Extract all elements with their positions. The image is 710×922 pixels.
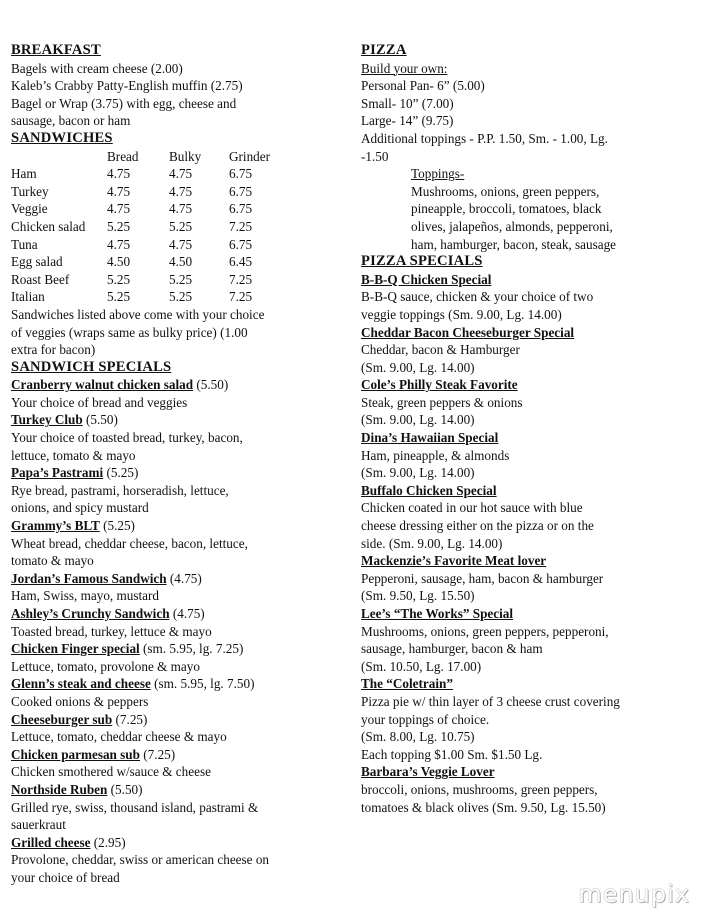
sandwich-column-header xyxy=(11,148,107,166)
sandwich-special-name: Cranberry walnut chicken salad xyxy=(11,377,194,393)
sandwich-specials-heading: SANDWICH SPECIALS xyxy=(11,358,172,375)
sandwich-price: 4.75 xyxy=(169,166,193,182)
sandwich-name: Tuna xyxy=(11,236,38,252)
sandwich-special-price: (4.75) xyxy=(169,606,205,621)
pizza-special-name: Cole’s Philly Steak Favorite xyxy=(361,377,518,393)
sandwich-row xyxy=(11,183,289,201)
sandwich-special-title-line xyxy=(11,517,346,535)
sandwich-special-name: Jordan’s Famous Sandwich xyxy=(11,570,167,586)
sandwich-special-name: Cheeseburger sub xyxy=(11,711,113,727)
pizza-special-name: Buffalo Chicken Special xyxy=(361,482,497,498)
sandwich-special-description: Grilled rye, swiss, thousand island, pastrami & xyxy=(11,799,259,815)
sandwich-price: 4.50 xyxy=(107,254,131,270)
sandwich-special-description: sauerkraut xyxy=(11,817,66,833)
sandwich-column-header: Grinder xyxy=(229,148,271,164)
sandwich-price: 6.75 xyxy=(229,183,253,199)
sandwich-price: 5.25 xyxy=(107,289,131,305)
pizza-specials-heading: PIZZA SPECIALS xyxy=(361,253,483,270)
pizza-special-name: Dina’s Hawaiian Special xyxy=(361,430,499,446)
pizza-special-name: The “Coletrain” xyxy=(361,676,453,692)
pizza-specials-list xyxy=(361,271,691,816)
sandwich-name: Roast Beef xyxy=(11,271,70,287)
sandwich-special-name: Grilled cheese xyxy=(11,834,91,850)
sandwich-special-description: Lettuce, tomato, provolone & mayo xyxy=(11,658,200,674)
pizza-special-description: broccoli, onions, mushrooms, green peppers, xyxy=(361,781,598,797)
breakfast-heading: BREAKFAST xyxy=(11,42,101,58)
sandwich-special-title-line xyxy=(11,640,346,658)
pizza-special-name: Cheddar Bacon Cheeseburger Special xyxy=(361,324,575,340)
pizza-special-description: B-B-Q sauce, chicken & your choice of two xyxy=(361,289,594,305)
pizza-size-line: Personal Pan- 6” (5.00) xyxy=(361,78,485,94)
sandwich-special-price: (5.50) xyxy=(82,412,118,428)
pizza-special-description: (Sm. 9.00, Lg. 14.00) xyxy=(361,465,475,481)
pizza-special-description: Chicken coated in our hot sauce with blue xyxy=(361,500,583,516)
sandwich-price: 4.75 xyxy=(107,201,131,217)
pizza-special-description: Each topping $1.00 Sm. $1.50 Lg. xyxy=(361,746,543,762)
sandwich-row xyxy=(11,165,289,183)
sandwich-special-price: (2.95) xyxy=(90,834,126,850)
sandwich-specials-list xyxy=(11,376,346,886)
sandwich-row xyxy=(11,288,289,306)
sandwich-row xyxy=(11,236,289,254)
sandwich-price-table xyxy=(11,148,289,306)
sandwich-price: 4.75 xyxy=(107,183,131,199)
sandwich-row xyxy=(11,271,289,289)
sandwich-price: 5.25 xyxy=(169,271,193,287)
pizza-special-description: (Sm. 10.50, Lg. 17.00) xyxy=(361,658,482,674)
sandwich-row xyxy=(11,200,289,218)
sandwich-table-header xyxy=(11,148,289,166)
toppings-label: Toppings- xyxy=(411,166,465,182)
breakfast-line: Bagel or Wrap (3.75) with egg, cheese and xyxy=(11,95,237,111)
breakfast-line: sausage, bacon or ham xyxy=(11,113,131,129)
pizza-special-description: Ham, pineapple, & almonds xyxy=(361,447,510,463)
sandwich-special-price: (7.25) xyxy=(112,711,148,727)
sandwich-price: 4.75 xyxy=(107,166,131,182)
pizza-special-description: Mushrooms, onions, green peppers, pepperoni, xyxy=(361,623,609,639)
sandwich-column-header: Bread xyxy=(107,148,139,164)
sandwich-price: 4.75 xyxy=(107,236,131,252)
sandwich-special-description: Wheat bread, cheddar cheese, bacon, lettuce, xyxy=(11,535,248,551)
sandwich-note-line: of veggies (wraps same as bulky price) (1.00 xyxy=(11,324,248,340)
pizza-special-description: sausage, hamburger, bacon & ham xyxy=(361,641,543,657)
sandwich-special-price: (sm. 5.95, lg. 7.50) xyxy=(150,676,255,692)
pizza-special-description: side. (Sm. 9.00, Lg. 14.00) xyxy=(361,535,503,551)
sandwich-special-price: (sm. 5.95, lg. 7.25) xyxy=(139,641,244,657)
menupix-watermark: menupix xyxy=(578,880,690,908)
sandwich-special-title-line xyxy=(11,711,346,729)
sandwich-price: 5.25 xyxy=(169,218,193,234)
sandwich-price: 5.25 xyxy=(169,289,193,305)
sandwich-special-description: Toasted bread, turkey, lettuce & mayo xyxy=(11,623,212,639)
sandwich-special-name: Ashley’s Crunchy Sandwich xyxy=(11,606,170,621)
sandwich-special-name: Northside Ruben xyxy=(11,781,108,797)
sandwich-special-description: Your choice of bread and veggies xyxy=(11,394,188,410)
toppings-list xyxy=(361,183,691,253)
sandwich-note-line: extra for bacon) xyxy=(11,342,96,358)
sandwich-special-description: Ham, Swiss, mayo, mustard xyxy=(11,588,159,604)
sandwich-price: 5.25 xyxy=(107,271,131,287)
pizza-special-description: veggie toppings (Sm. 9.00, Lg. 14.00) xyxy=(361,306,562,322)
sandwich-special-title-line xyxy=(11,464,346,482)
sandwich-special-name: Turkey Club xyxy=(11,412,83,428)
breakfast-line: Bagels with cream cheese (2.00) xyxy=(11,60,183,76)
sandwich-name: Egg salad xyxy=(11,254,63,270)
pizza-special-description: (Sm. 8.00, Lg. 10.75) xyxy=(361,729,475,745)
sandwich-special-price: (4.75) xyxy=(166,570,202,586)
breakfast-line: Kaleb’s Crabby Patty-English muffin (2.75) xyxy=(11,78,243,94)
pizza-special-description: Cheddar, bacon & Hamburger xyxy=(361,342,520,358)
pizza-size-line: -1.50 xyxy=(361,148,389,164)
left-column xyxy=(11,42,346,887)
sandwich-special-price: (5.25) xyxy=(103,465,139,481)
pizza-heading: PIZZA xyxy=(361,42,407,58)
sandwich-row xyxy=(11,218,289,236)
pizza-special-description: (Sm. 9.00, Lg. 14.00) xyxy=(361,412,475,428)
pizza-size-list xyxy=(361,77,691,165)
sandwich-special-description: Cooked onions & peppers xyxy=(11,693,149,709)
sandwich-column-header: Bulky xyxy=(169,148,202,164)
pizza-special-name: Barbara’s Veggie Lover xyxy=(361,764,495,780)
sandwich-special-description: tomato & mayo xyxy=(11,553,94,569)
topping-line: pineapple, broccoli, tomatoes, black xyxy=(411,201,602,217)
sandwich-name: Turkey xyxy=(11,183,49,199)
pizza-special-description: (Sm. 9.50, Lg. 15.50) xyxy=(361,588,475,604)
sandwich-special-price: (5.25) xyxy=(99,518,135,534)
sandwich-special-title-line xyxy=(11,781,346,799)
pizza-special-description: tomatoes & black olives (Sm. 9.50, Lg. 15.50) xyxy=(361,799,606,815)
pizza-size-line: Small- 10” (7.00) xyxy=(361,95,454,111)
sandwich-special-description: Provolone, cheddar, swiss or american cheese on xyxy=(11,852,270,868)
pizza-special-description: your toppings of choice. xyxy=(361,711,490,727)
pizza-special-description: cheese dressing either on the pizza or on the xyxy=(361,518,594,534)
pizza-special-description: Pizza pie w/ thin layer of 3 cheese crust covering xyxy=(361,693,620,709)
sandwich-special-title-line xyxy=(11,675,346,693)
sandwich-special-name: Glenn’s steak and cheese xyxy=(11,676,151,692)
sandwich-special-description: onions, and spicy mustard xyxy=(11,500,149,516)
sandwich-special-description: lettuce, tomato & mayo xyxy=(11,447,136,463)
breakfast-section xyxy=(11,60,346,130)
pizza-special-description: (Sm. 9.00, Lg. 14.00) xyxy=(361,359,475,375)
pizza-special-description: Steak, green peppers & onions xyxy=(361,394,523,410)
sandwich-special-description: Rye bread, pastrami, horseradish, lettuce, xyxy=(11,482,229,498)
build-your-own-label: Build your own: xyxy=(361,60,448,76)
sandwich-special-name: Chicken parmesan sub xyxy=(11,746,140,762)
sandwich-price: 4.50 xyxy=(169,254,193,270)
sandwich-price: 6.75 xyxy=(229,201,253,217)
topping-line: ham, hamburger, bacon, steak, sausage xyxy=(411,236,617,252)
sandwich-notes xyxy=(11,306,346,359)
sandwich-note-line: Sandwiches listed above come with your choice xyxy=(11,306,265,322)
sandwich-special-name: Papa’s Pastrami xyxy=(11,465,104,481)
right-column xyxy=(361,42,691,816)
sandwich-special-description: Chicken smothered w/sauce & cheese xyxy=(11,764,211,780)
sandwich-price: 6.75 xyxy=(229,166,253,182)
sandwich-price: 6.45 xyxy=(229,254,253,270)
sandwich-special-name: Chicken Finger special xyxy=(11,641,140,657)
sandwich-special-description: Your choice of toasted bread, turkey, bacon, xyxy=(11,430,243,446)
sandwich-special-description: your choice of bread xyxy=(11,869,120,885)
sandwich-special-title-line xyxy=(11,605,346,623)
topping-line: olives, jalapeños, almonds, pepperoni, xyxy=(411,218,613,234)
topping-line: Mushrooms, onions, green peppers, xyxy=(411,183,600,199)
sandwich-price: 7.25 xyxy=(229,289,253,305)
sandwich-special-name: Grammy’s BLT xyxy=(11,518,100,534)
sandwich-price: 4.75 xyxy=(169,183,193,199)
sandwich-special-title-line xyxy=(11,411,346,429)
sandwich-special-price: (5.50) xyxy=(193,377,229,393)
pizza-special-name: Mackenzie’s Favorite Meat lover xyxy=(361,553,547,569)
sandwich-name: Ham xyxy=(11,166,37,182)
sandwich-name: Chicken salad xyxy=(11,218,86,234)
sandwich-price: 4.75 xyxy=(169,236,193,252)
pizza-size-line: Large- 14” (9.75) xyxy=(361,113,454,129)
pizza-special-description: Pepperoni, sausage, ham, bacon & hamburger xyxy=(361,570,604,586)
sandwich-special-title-line xyxy=(11,376,346,394)
sandwich-price: 6.75 xyxy=(229,236,253,252)
sandwich-price: 7.25 xyxy=(229,271,253,287)
pizza-special-name: B-B-Q Chicken Special xyxy=(361,271,492,287)
pizza-special-name: Lee’s “The Works” Special xyxy=(361,606,514,621)
sandwich-special-description: Lettuce, tomato, cheddar cheese & mayo xyxy=(11,729,227,745)
sandwich-special-title-line xyxy=(11,570,346,588)
sandwich-special-title-line xyxy=(11,834,346,852)
pizza-size-line: Additional toppings - P.P. 1.50, Sm. - 1.00, Lg. xyxy=(361,130,608,146)
sandwiches-heading: SANDWICHES xyxy=(11,129,113,146)
sandwich-row xyxy=(11,253,289,271)
sandwich-special-price: (7.25) xyxy=(139,746,176,762)
sandwich-name: Italian xyxy=(11,289,45,305)
sandwich-name: Veggie xyxy=(11,201,48,217)
sandwich-price: 4.75 xyxy=(169,201,193,217)
sandwich-special-title-line xyxy=(11,746,346,764)
sandwich-price: 7.25 xyxy=(229,218,253,234)
sandwich-special-price: (5.50) xyxy=(107,781,143,797)
sandwich-price: 5.25 xyxy=(107,218,131,234)
